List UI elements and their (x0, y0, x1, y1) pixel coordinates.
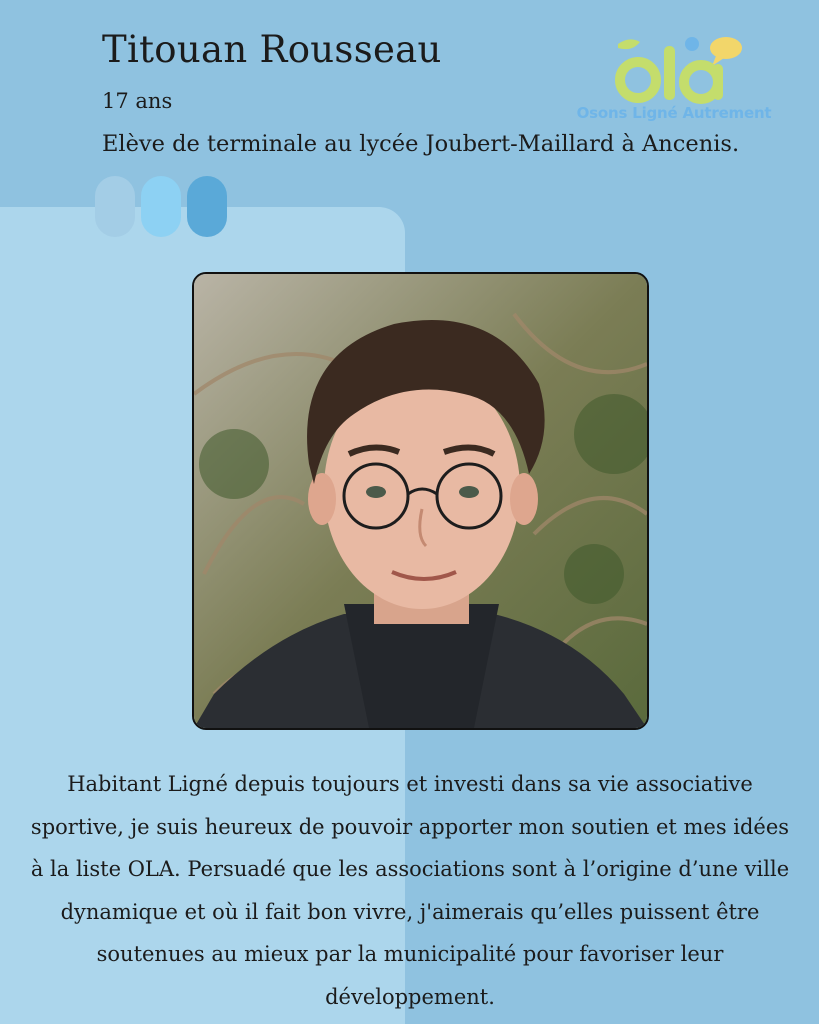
decor-pill-mid (141, 176, 181, 237)
portrait-illustration (194, 274, 647, 728)
portrait-photo (192, 272, 649, 730)
ola-logo (566, 34, 778, 126)
person-role: Elève de terminale au lycée Joubert-Maillard à Ancenis. (102, 131, 740, 157)
decor-pill-light (95, 176, 135, 237)
logo-tagline: Osons Ligné Autrement (576, 104, 772, 122)
biography-text: Habitant Ligné depuis toujours et investi dans sa vie associative sportive, je suis heureux de pouvoir apporter mon soutien et mes idées à la liste OLA. Persuadé que les associations sont à l’origine d’une ville dynamique et où il fait bon vivre, j'aimerais qu’elles puissent être soutenues au mieux par la municipalité pour favoriser leur développement. (30, 772, 790, 1009)
decor-pill-dark (187, 176, 227, 237)
person-name: Titouan Rousseau (102, 28, 442, 71)
ola-logo-mark (566, 34, 778, 109)
person-age: 17 ans (102, 89, 173, 113)
